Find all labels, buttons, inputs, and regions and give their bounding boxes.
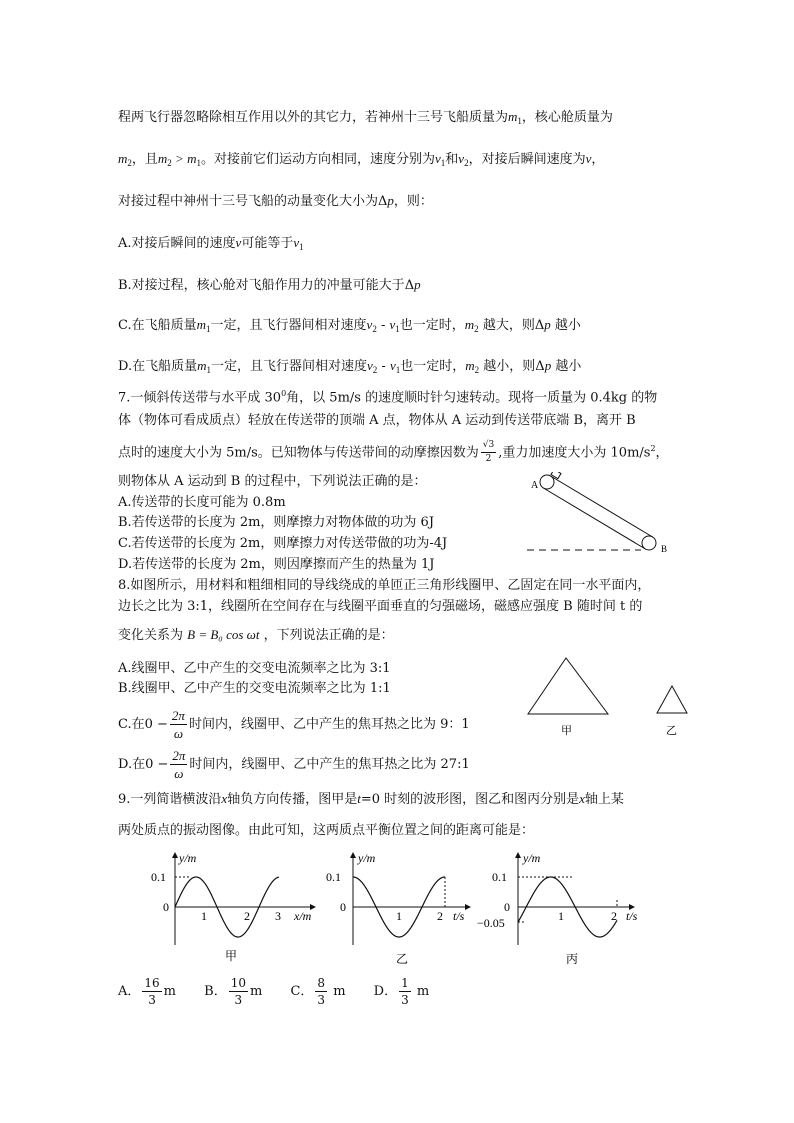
q6-option-c-text-b: 一定，且飞行器间相对速度	[210, 318, 367, 333]
q6-option-d-text-b: 一定，且飞行器间相对速度	[210, 359, 367, 374]
q9-option-a-fraction	[142, 977, 161, 1006]
q9-option-a	[118, 976, 180, 1007]
q6-option-d-text-a: D.在飞船质量	[118, 359, 198, 374]
q6-line-2	[118, 150, 604, 172]
q9-option-d-den: 3	[401, 993, 409, 1007]
q6-line-2-text-b: 。对接前它们运动方向相同，速度分别为	[200, 152, 435, 167]
q9-option-b-fraction	[229, 977, 248, 1006]
q6-option-d-text-c: 也一定时，	[400, 359, 466, 374]
q6-line-3-text-b: ，则：	[393, 194, 433, 209]
q7-line-1-text-a: 7.一倾斜传送带与水平成 30	[118, 390, 282, 406]
q9-line-2-text: 两处质点的振动图像。由此可知，这两质点平衡位置之间的距离可能是：	[118, 823, 535, 838]
triangle-yi-label: 乙	[666, 725, 677, 737]
triangle-jia-label: 甲	[561, 725, 572, 737]
q7-line-2	[118, 412, 636, 430]
yi-caption: 乙	[396, 952, 409, 966]
var-v1: $v_1$	[434, 151, 446, 168]
conveyor-belt-figure	[525, 472, 675, 562]
q7-line-1	[118, 385, 657, 407]
jia-xlabel: x/m	[294, 909, 312, 923]
q7-option-d	[118, 556, 434, 574]
q6-line-3: 对接过程中神州十三号飞船的动量变化大小为Δp，则：	[118, 193, 433, 209]
q9-option-d-num: 1	[401, 976, 409, 990]
q8-option-a	[118, 660, 391, 678]
q8-line-1-text: 8.如图所示，用材料和粗细相同的导线绕成的单匝正三角形线圈甲、乙固定在同一水平面内，	[118, 578, 651, 593]
bing-caption: 丙	[566, 952, 579, 966]
belt-upper	[551, 476, 653, 537]
q7-line-1-text-b: 角，以 5m/s 的速度顺时针匀速转动。现将一质量为 0.4kg 的物	[286, 390, 658, 406]
q8-option-d-text-a: D.在	[118, 757, 146, 772]
q6-option-d-text-e: 越小	[555, 359, 582, 374]
q9-line-1-text-d: 轴上某	[584, 792, 624, 807]
q9-option-c-fraction	[315, 977, 327, 1006]
q8-interval-pre-c: 0 −	[144, 717, 168, 732]
q6-option-c-text-e: 越小	[554, 318, 581, 333]
q6-option-c-text-a: C.在飞船质量	[118, 318, 197, 333]
vibration-graph-bing	[474, 845, 654, 970]
yi-y-tick-01: 0.1	[326, 870, 341, 884]
q9-option-d	[373, 976, 430, 1007]
q9-option-c	[290, 976, 349, 1007]
jia-caption: 甲	[225, 949, 238, 963]
bing-origin: 0	[504, 900, 510, 914]
q9-var-x2: x	[579, 791, 585, 806]
jia-origin: 0	[163, 900, 169, 914]
q6-option-c-text-c: 也一定时，	[399, 318, 465, 333]
q7-option-b	[118, 514, 434, 532]
q7-squared-sup: 2	[650, 444, 656, 453]
q9-option-b-label: B．	[204, 984, 227, 999]
q6-line-2-text-e: ，	[591, 152, 605, 167]
q9-options	[118, 972, 429, 1012]
q8-interval-pre-d: 0 −	[145, 757, 169, 772]
q6-line-3-text-a: 对接过程中神州十三号飞船的动量变化大小为	[118, 194, 379, 209]
q9-option-c-num: 8	[317, 976, 326, 990]
q8-field-formula: B = B₀ cos ωt	[187, 627, 260, 642]
q7-line-2-text: 体（物体可看成质点）轻放在传送带的顶端 A 点，物体从 A 运动到传送带底端 B，离开 B	[118, 413, 636, 428]
bing-x-tick-1: 1	[558, 909, 564, 923]
q9-line-1	[118, 790, 624, 809]
triangle-yi	[657, 686, 687, 713]
q8-option-c	[118, 709, 470, 740]
yi-xlabel: t/s	[453, 909, 465, 923]
q9-option-a-num: 16	[144, 976, 160, 990]
q8-line-2	[118, 598, 642, 616]
q7-option-a	[118, 494, 286, 512]
q6-line-1-text-b: ，核心舱质量为	[521, 110, 613, 125]
q7-line-3-text-a: 点时的速度大小为 5m/s。已知物体与传送带间的动摩擦因数为	[118, 445, 479, 461]
q7-line-3-text-c: ，	[655, 445, 669, 461]
q8-interval-fraction-c	[170, 709, 187, 740]
q9-option-c-den: 3	[317, 993, 326, 1007]
bing-xlabel: t/s	[626, 909, 638, 923]
q9-line-2	[118, 822, 534, 840]
q6-option-d: D.在飞船质量$m_1$一定，且飞行器间相对速度$v_2 - v_1$也一定时，$m_2$ 越小，则Δp 越小	[118, 358, 582, 375]
q6-line-2-text-a: ，且	[131, 152, 158, 167]
yi-x-tick-2: 2	[437, 909, 443, 923]
q6-line-2-text-d: ，对接后瞬间速度为	[468, 152, 586, 167]
q9-option-d-label: D．	[373, 984, 398, 999]
var-m2: $m_2$	[118, 151, 132, 168]
q8-option-d-text-b: 时间内，线圈甲、乙中产生的焦耳热之比为 27:1	[189, 757, 470, 772]
triangle-jia	[528, 658, 608, 714]
jia-x-tick-2: 2	[244, 909, 250, 923]
q9-option-d-fraction	[399, 977, 411, 1006]
q8-option-b	[118, 680, 391, 698]
q8-option-c-text-a: C.在	[118, 717, 145, 732]
q7-line-4-text: 则物体从 A 运动到 B 的过程中，下列说法正确的是：	[118, 474, 427, 489]
q8-line-3-text-a: 变化关系为	[118, 628, 184, 643]
bing-y-tick-neg: −0.05	[477, 916, 505, 930]
q7-frac-num: √3	[481, 441, 496, 453]
q6-option-a-text-b: 可能等于	[241, 236, 294, 251]
q6-option-b: B.对接过程，核心舱对飞船作用力的冲量可能大于Δp	[118, 277, 421, 293]
q6-option-d-text-d: 越小，则	[483, 359, 536, 374]
q6-line-1-text: 程两飞行器忽略除相互作用以外的其它力，若神州十三号飞船质量为	[118, 110, 509, 125]
var-v2: $v_2$	[458, 151, 469, 168]
belt-lower	[543, 488, 645, 549]
q9-option-d-unit: m	[416, 984, 430, 999]
q8-line-3-text-b: ，下列说法正确的是：	[263, 628, 394, 643]
q8-interval-num-c: 2π	[171, 708, 185, 723]
bing-ylabel: y/m	[523, 851, 541, 865]
yi-ylabel: y/m	[358, 851, 376, 865]
yi-x-tick-1: 1	[396, 909, 402, 923]
q8-interval-num-d: 2π	[172, 748, 186, 763]
bing-y-tick-01: 0.1	[492, 870, 507, 884]
q9-option-b-den: 3	[234, 993, 243, 1007]
q9-var-t: t	[357, 791, 361, 806]
q7-option-a-text: A.传送带的长度可能为 0.8m	[118, 495, 286, 510]
bing-x-tick-2: 2	[611, 909, 617, 923]
q9-option-c-label: C．	[290, 984, 314, 999]
q7-option-b-text: B.若传送带的长度为 2m，则摩擦力对物体做的功为 6J	[118, 515, 435, 530]
q9-option-c-unit: m	[333, 984, 346, 999]
vibration-graph-yi	[320, 845, 480, 970]
q6-option-c-text-d: 越大，则	[482, 318, 535, 333]
q9-option-a-unit: m	[163, 984, 176, 999]
q6-line-1	[118, 108, 613, 130]
q7-friction-fraction	[481, 441, 496, 464]
q9-line-1-text-a: 9.一列简谐横波沿	[118, 792, 222, 807]
q9-option-b-num: 10	[230, 976, 246, 990]
q7-line-3	[118, 440, 669, 464]
q8-interval-fraction-d	[170, 749, 187, 780]
jia-x-tick-1: 1	[201, 909, 207, 923]
point-a-label: A	[531, 480, 539, 491]
q7-degree-sup: 0	[281, 389, 287, 398]
q9-line-1-text-b: 轴负方向传播，图甲是	[227, 792, 358, 807]
q8-interval-den-d: ω	[174, 766, 184, 781]
q7-line-3-text-b: ,重力加速度大小为 10m/s	[498, 445, 651, 461]
wave-graph-jia	[145, 845, 325, 967]
q9-option-a-den: 3	[148, 993, 156, 1007]
q8-option-a-text: A.线圈甲、乙中产生的交变电流频率之比为 3:1	[118, 661, 391, 676]
q6-option-a: A.对接后瞬间的速度v可能等于$v_1$	[118, 235, 304, 252]
inequality-m2-gt-m1: $m_2 > m_1$	[157, 151, 201, 168]
q6-line-2-text-c: 和	[445, 152, 459, 167]
q8-line-1	[118, 577, 650, 595]
yi-origin: 0	[340, 900, 346, 914]
triangle-coils-figure	[520, 652, 700, 742]
q7-option-d-text: D.若传送带的长度为 2m，则因摩擦而产生的热量为 1J	[118, 557, 435, 572]
q7-frac-den: 2	[485, 454, 492, 465]
q9-var-x: x	[221, 791, 228, 806]
jia-x-tick-3: 3	[275, 909, 281, 923]
q6-option-b-text: B.对接过程，核心舱对飞船作用力的冲量可能大于	[118, 278, 405, 293]
q7-option-c	[118, 535, 447, 553]
q8-line-2-text: 边长之比为 3:1，线圈所在空间存在与线圈平面垂直的匀强磁场，磁感应强度 B 随时间 t 的	[118, 599, 643, 614]
jia-y-tick-01: 0.1	[151, 870, 166, 884]
q9-option-b-unit: m	[249, 984, 263, 999]
var-v: v	[585, 151, 592, 166]
q9-option-b	[204, 976, 266, 1007]
jia-ylabel: y/m	[179, 851, 197, 865]
q9-line-1-text-c: =0 时刻的波形图，图乙和图丙分别是	[360, 792, 580, 807]
q9-option-a-label: A．	[118, 984, 141, 999]
q8-option-d	[118, 749, 470, 780]
q7-option-c-text: C.若传送带的长度为 2m，则摩擦力对传送带做的功为-4J	[118, 536, 448, 551]
var-m1: $m_1$	[508, 109, 522, 126]
point-b-label: B	[661, 544, 668, 554]
q6-option-a-text: A.对接后瞬间的速度	[118, 236, 236, 251]
q8-line-3	[118, 626, 394, 645]
q8-option-b-text: B.线圈甲、乙中产生的交变电流频率之比为 1:1	[118, 681, 391, 696]
q8-option-c-text-b: 时间内，线圈甲、乙中产生的焦耳热之比为 9：1	[188, 717, 470, 732]
q8-interval-den-c: ω	[173, 726, 184, 741]
q6-option-c: C.在飞船质量$m_1$一定，且飞行器间相对速度$v_2 - v_1$也一定时，$m_2$ 越大，则Δp 越小	[118, 317, 581, 334]
q7-line-4	[118, 473, 426, 491]
